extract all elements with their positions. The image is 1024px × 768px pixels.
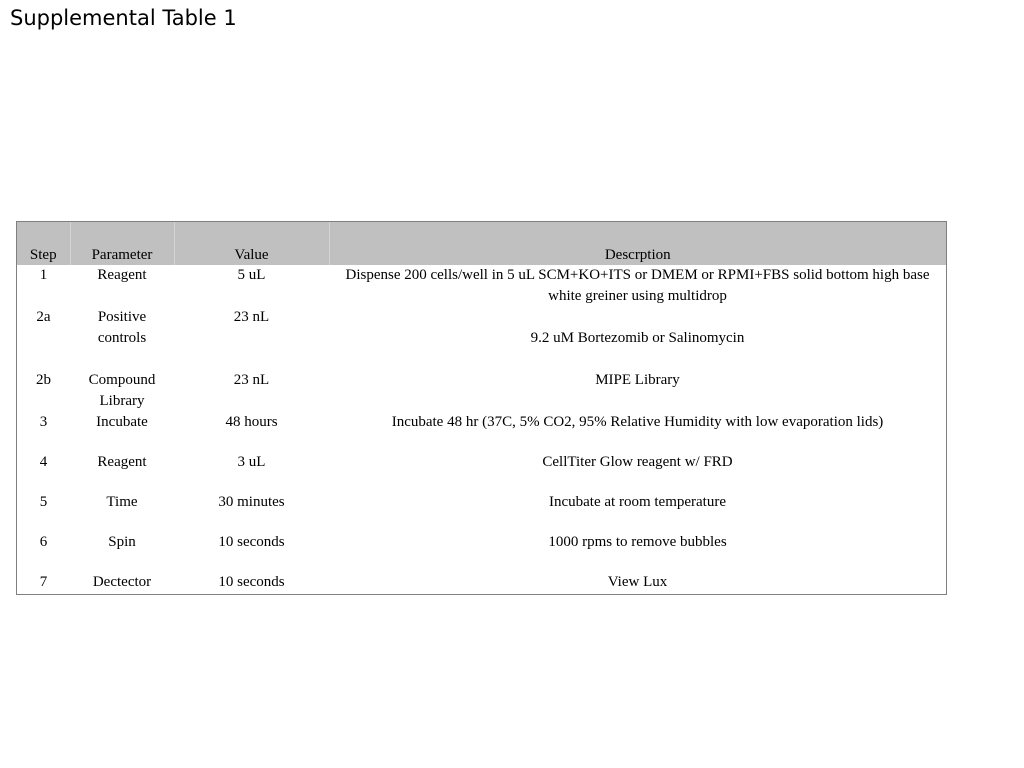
table-row [17, 412, 946, 452]
table-row [17, 307, 946, 370]
table-row [17, 265, 946, 307]
header-parameter: Parameter [70, 222, 174, 265]
header-step: Step [29, 247, 57, 263]
table-row [17, 572, 946, 594]
table-header-row [17, 222, 946, 265]
cell-step: 4 [39, 454, 48, 470]
cell-parameter: Time [106, 494, 138, 510]
cell-description: 9.2 uM Bortezomib or Salinomycin [530, 330, 745, 346]
page-title: Supplemental Table 1 [10, 6, 237, 30]
cell-value: 30 minutes [218, 494, 285, 510]
protocol-table [16, 221, 947, 595]
cell-value: 23 nL [233, 309, 270, 325]
header-value: Value [174, 222, 329, 265]
cell-step: 2a [36, 309, 51, 325]
cell-description: Incubate at room temperature [549, 494, 726, 510]
header-description: Descrption [329, 222, 946, 265]
cell-description: CellTiter Glow reagent w/ FRD [542, 454, 733, 470]
cell-value: 10 seconds [218, 534, 285, 550]
cell-step: 3 [39, 414, 48, 430]
cell-description: MIPE Library [595, 372, 680, 388]
protocol-table-grid [17, 222, 946, 594]
cell-parameter: Dectector [92, 574, 152, 590]
cell-description: View Lux [607, 574, 668, 590]
cell-step: 6 [39, 534, 48, 550]
cell-parameter: Compound Library [88, 372, 156, 409]
cell-step: 2b [36, 372, 51, 388]
cell-value: 23 nL [233, 372, 270, 388]
cell-step: 1 [39, 267, 48, 283]
cell-description: Dispense 200 cells/well in 5 uL SCM+KO+ITS or DMEM or RPMI+FBS solid bottom high base white greiner using multidrop [345, 267, 930, 304]
cell-parameter: Reagent [97, 267, 147, 283]
table-row [17, 452, 946, 492]
table-row [17, 492, 946, 532]
cell-value: 10 seconds [218, 574, 285, 590]
table-row [17, 532, 946, 572]
cell-parameter: Reagent [97, 454, 147, 470]
cell-value: 5 uL [237, 267, 266, 283]
cell-parameter: Incubate [96, 414, 148, 430]
cell-value: 3 uL [237, 454, 266, 470]
cell-value: 48 hours [225, 414, 278, 430]
cell-step: 5 [39, 494, 48, 510]
cell-step: 7 [39, 574, 48, 590]
table-row [17, 370, 946, 412]
cell-parameter: Positive controls [97, 309, 147, 346]
cell-parameter: Spin [108, 534, 136, 550]
cell-description: Incubate 48 hr (37C, 5% CO2, 95% Relative Humidity with low evaporation lids) [391, 414, 884, 430]
cell-description: 1000 rpms to remove bubbles [548, 534, 727, 550]
